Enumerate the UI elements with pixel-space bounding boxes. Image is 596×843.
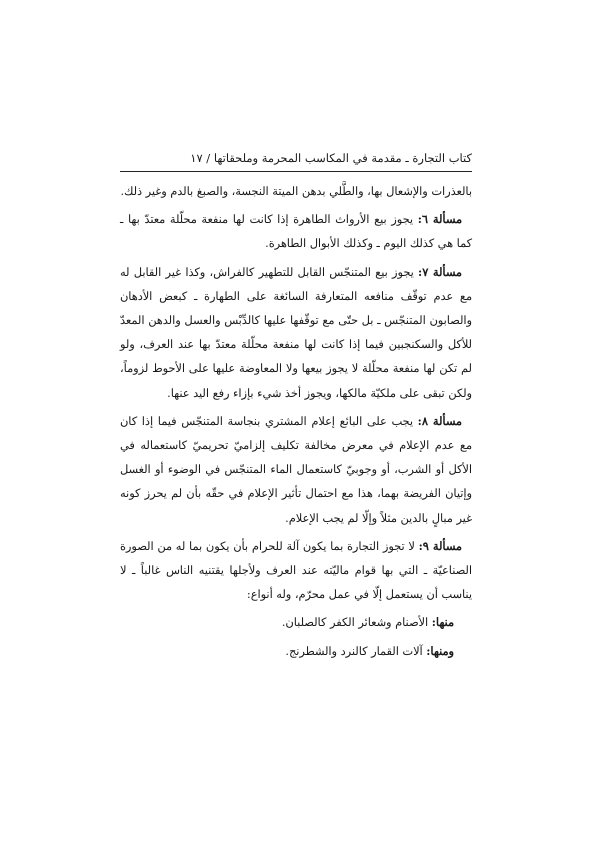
issue-7-text: يجوز بيع المتنجّس القابل للتطهير كالفراش، وكذا غير القابل له مع عدم توقّف منافعه المتعارفة السائغة على الطهارة ـ كبعض الأدهان والصابون المتنجّس ـ بل حتّى مع توقّفها عليها كالدِّبْس والعسل والدهن المعدّ للأكل والسكنجبين فيما إذا كانت لها منفعة محلّلة معتدّ بها عند العرف، ولو لم تكن لها منفعة محلّلة لا يجوز بيعها ولا المعاوضة عليها على الأحوط لزوماً، ولكن تبقى على ملكيّة مالكها، ويجوز أخذ شيء بإزاء رفع اليد عنها. (120, 265, 472, 400)
issue-6-label: مسألة ٦: (417, 212, 462, 227)
type-item-1-text: الأصنام وشعائر الكفر كالصلبان. (281, 616, 432, 630)
type-item-2 (120, 639, 472, 664)
intro-paragraph: بالعذرات والإشعال بها، والطَّلي بدهن الميتة النجسة، والصبغ بالدم وغير ذلك. (120, 185, 472, 198)
page-number: ١٧ (190, 151, 203, 165)
running-header (120, 148, 472, 171)
issue-9-text: لا تجوز التجارة بما يكون آلة للحرام بأن يكون بما له من الصورة الصناعيّة ـ التي بها قوام ماليّته عند العرف ولأجلها يقتنيه الناس غالباً ـ لا يناسب أن يستعمل إلّا في عمل محرّم، وله أنواع: (120, 539, 472, 602)
issue-9-label: مسألة ٩: (418, 538, 462, 553)
issue-8-paragraph (120, 409, 472, 531)
type-item-2-label: ومنها: (426, 643, 454, 658)
book-page (120, 148, 472, 664)
page-body (120, 180, 472, 664)
issue-8-label: مسألة ٨: (417, 413, 462, 428)
header-title: كتاب التجارة ـ مقدمة في المكاسب المحرمة وملحقاتها (213, 151, 472, 165)
type-item-2-text: آلات القمار كالنرد والشطرنج. (285, 644, 427, 658)
header-separator: / (202, 151, 214, 165)
type-item-1-label: منها: (431, 615, 454, 630)
header-rule (120, 171, 472, 172)
issue-9-paragraph (120, 534, 472, 608)
issue-7-paragraph (120, 260, 472, 406)
issue-6-text: يجوز بيع الأرواث الطاهرة إذا كانت لها منفعة محلّلة معتدّ بها ـ كما هي كذلك اليوم ـ وكذلك الأبوال الطاهرة. (120, 213, 472, 251)
issue-8-text: يجب على البائع إعلام المشتري بنجاسة المتنجّس فيما إذا كان مع عدم الإعلام في معرض مخالفة تكليف إلزاميّ تحريميّ كاستعماله في الأكل أو الشرب، أو وجوبيّ كاستعمال الماء المتنجّس في الوضوء أو الغسل وإتيان الفريضة بهما، هذا مع احتمال تأثير الإعلام في حقّه بأن لم يحرز كونه غير مبالٍ بالدين مثلاً وإلّا لم يجب الإعلام. (120, 414, 472, 525)
issue-7-label: مسألة ٧: (418, 264, 462, 279)
issue-6-paragraph (120, 207, 472, 256)
type-item-1 (120, 610, 472, 635)
